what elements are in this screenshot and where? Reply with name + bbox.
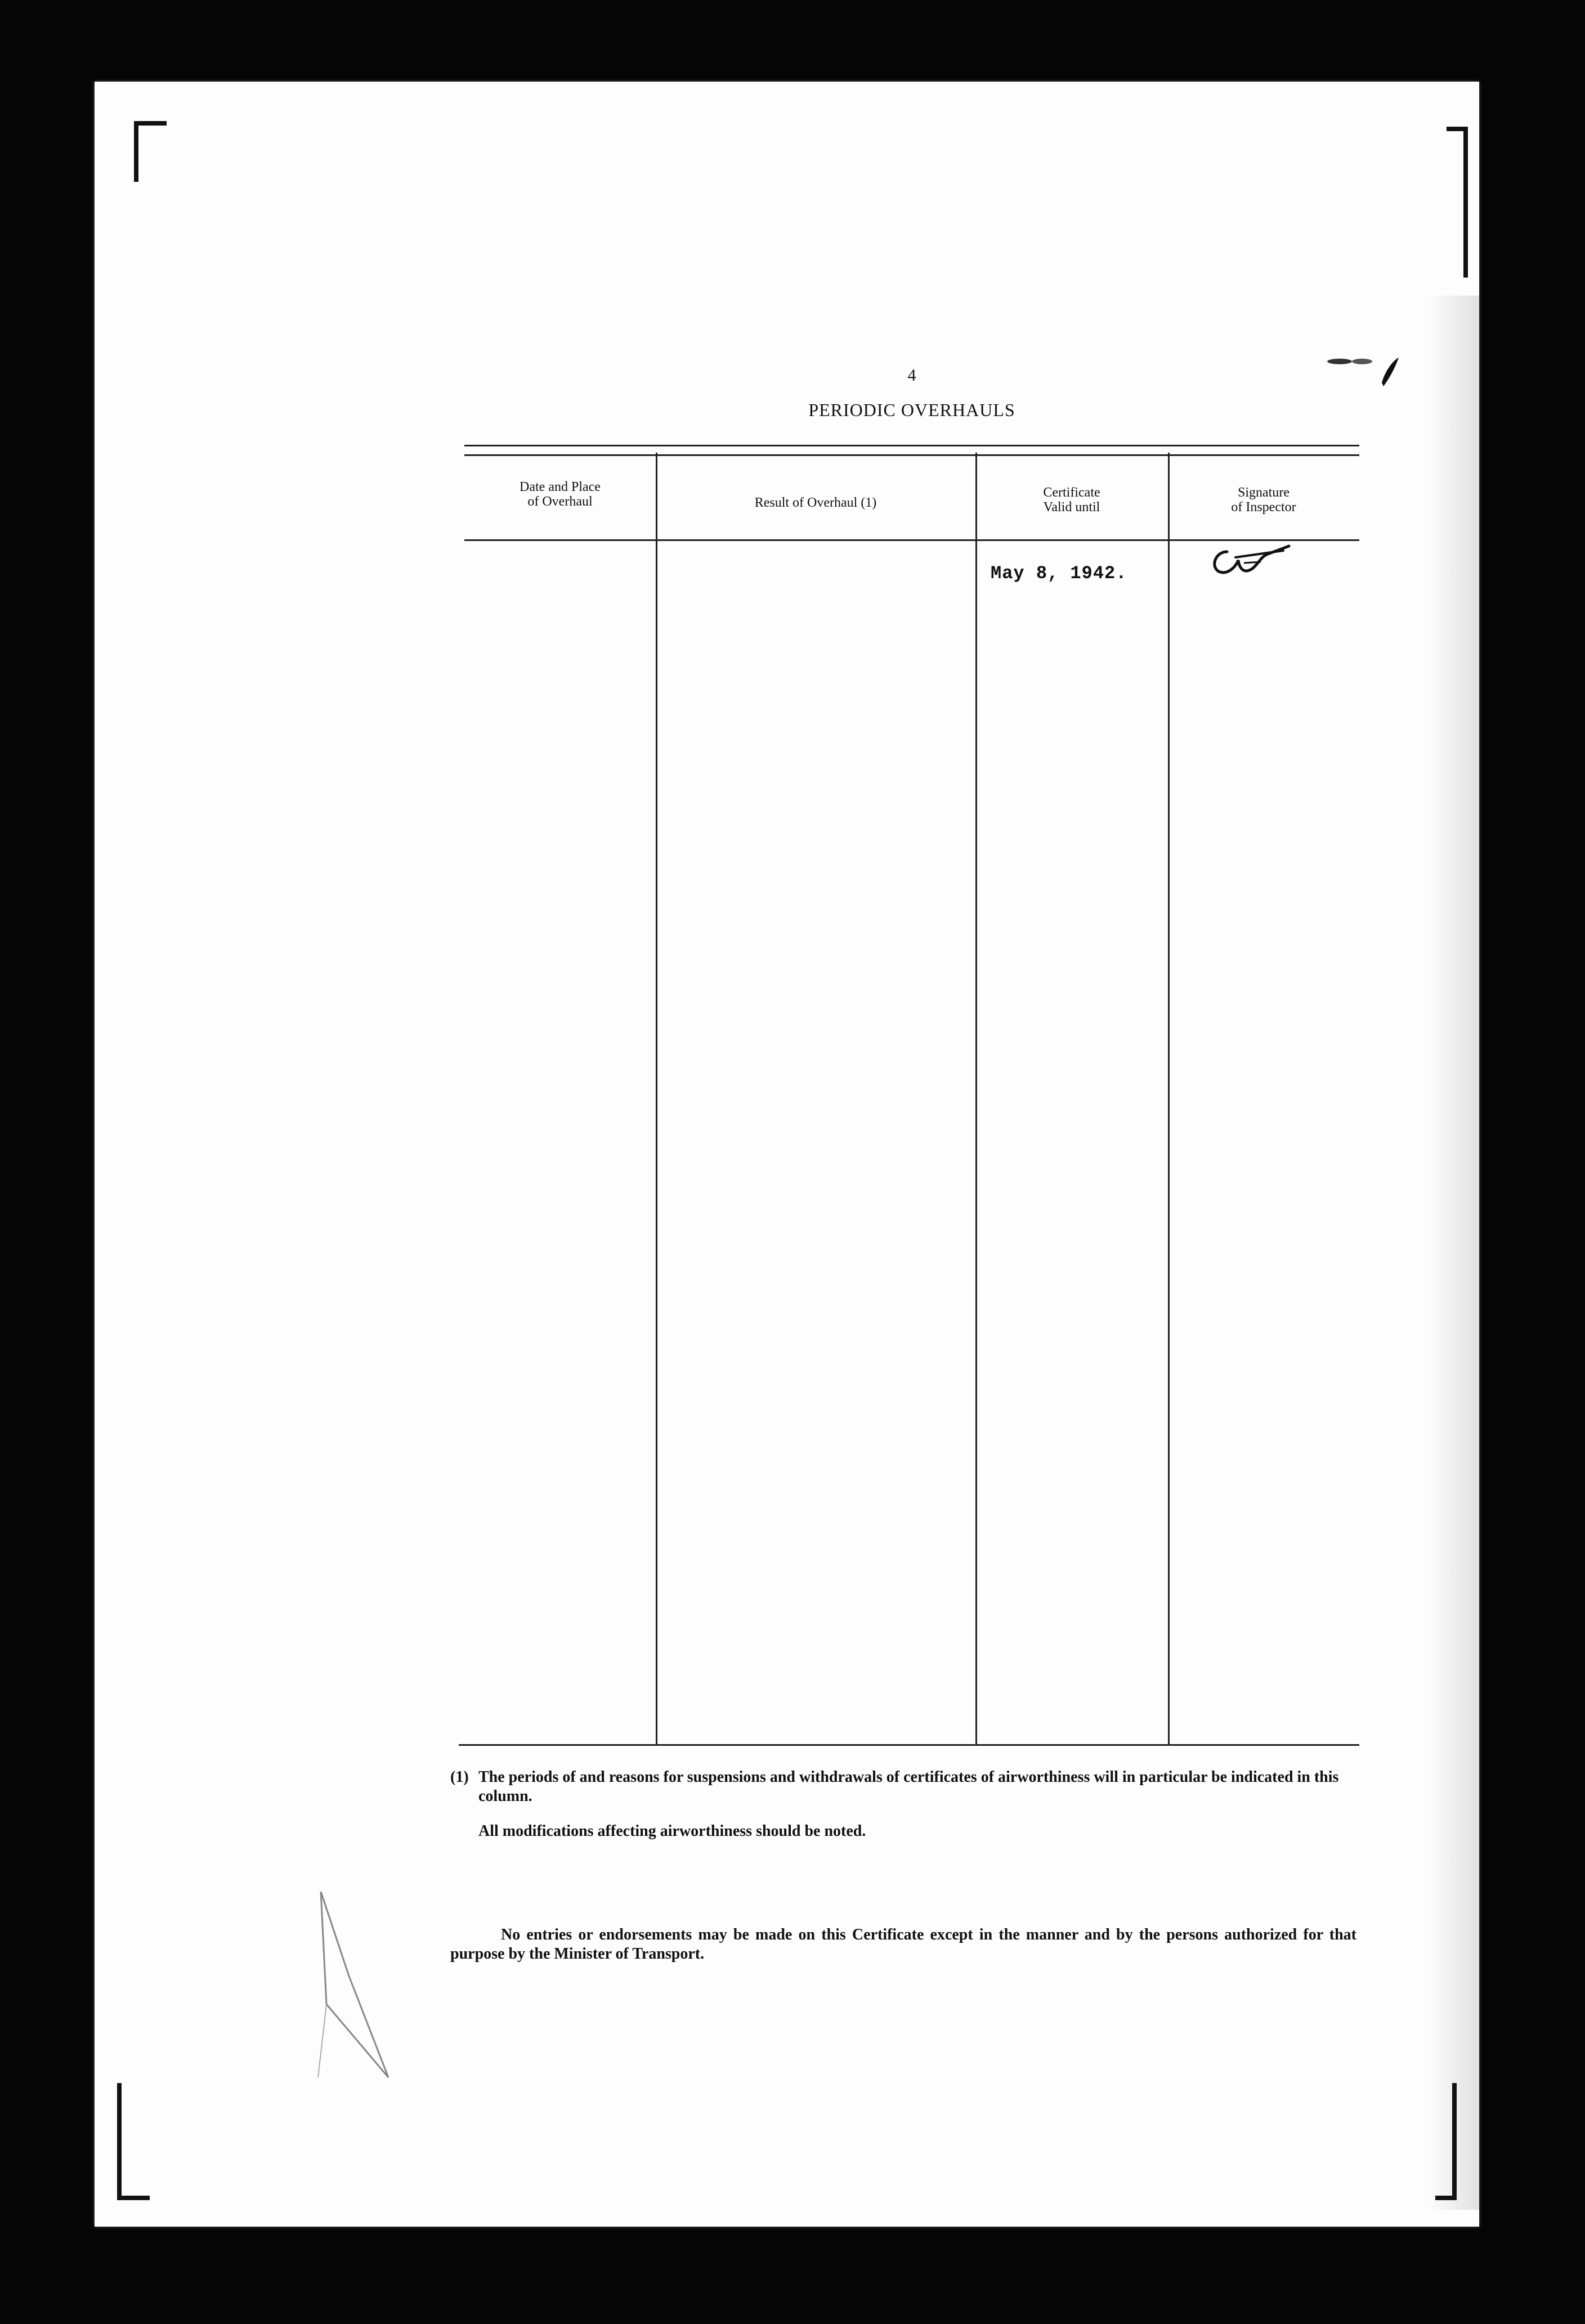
crop-mark-bottom-left — [117, 2083, 150, 2200]
crop-mark-top-right — [1447, 127, 1468, 278]
crop-mark-top-left — [134, 121, 167, 182]
page-title: PERIODIC OVERHAULS — [808, 400, 1015, 420]
column-divider — [1168, 453, 1170, 1744]
table-notes — [450, 1768, 1356, 1841]
table-cell-valid-until: May 8, 1942. — [991, 563, 1127, 584]
folded-corner — [315, 1892, 394, 2083]
column-header-result: Result of Overhaul (1) — [754, 495, 877, 510]
column-header-date-place: Date and Place of Overhaul — [520, 480, 601, 509]
ink-smudge-mark — [1323, 349, 1402, 388]
note-2: All modifications affecting airworthiness should be noted. — [478, 1822, 866, 1840]
crop-mark-bottom-right — [1435, 2083, 1457, 2200]
note-text: The periods of and reasons for suspensions and withdrawals of certificates of airworthiness will in particular be indicated in this column. — [478, 1768, 1339, 1805]
bleed-through-shadow — [1429, 296, 1479, 2210]
note-marker: (1) — [450, 1768, 469, 1786]
column-divider — [975, 453, 977, 1744]
note-1 — [450, 1768, 1356, 1806]
footer-notice: No entries or endorsements may be made on this Certificate except in the manner and by the persons authorized for that purpose by the Minister of Transport. — [450, 1926, 1356, 1963]
overhauls-table — [464, 445, 1359, 1745]
inspector-signature-icon — [1205, 535, 1317, 586]
column-header-signature: Signature of Inspector — [1231, 485, 1296, 515]
column-header-valid-until: Certificate Valid until — [1043, 485, 1100, 515]
column-divider — [656, 453, 657, 1744]
page-number: 4 — [907, 366, 916, 385]
table-top-double-rule — [464, 445, 1359, 456]
table-bottom-rule — [459, 1744, 1359, 1746]
